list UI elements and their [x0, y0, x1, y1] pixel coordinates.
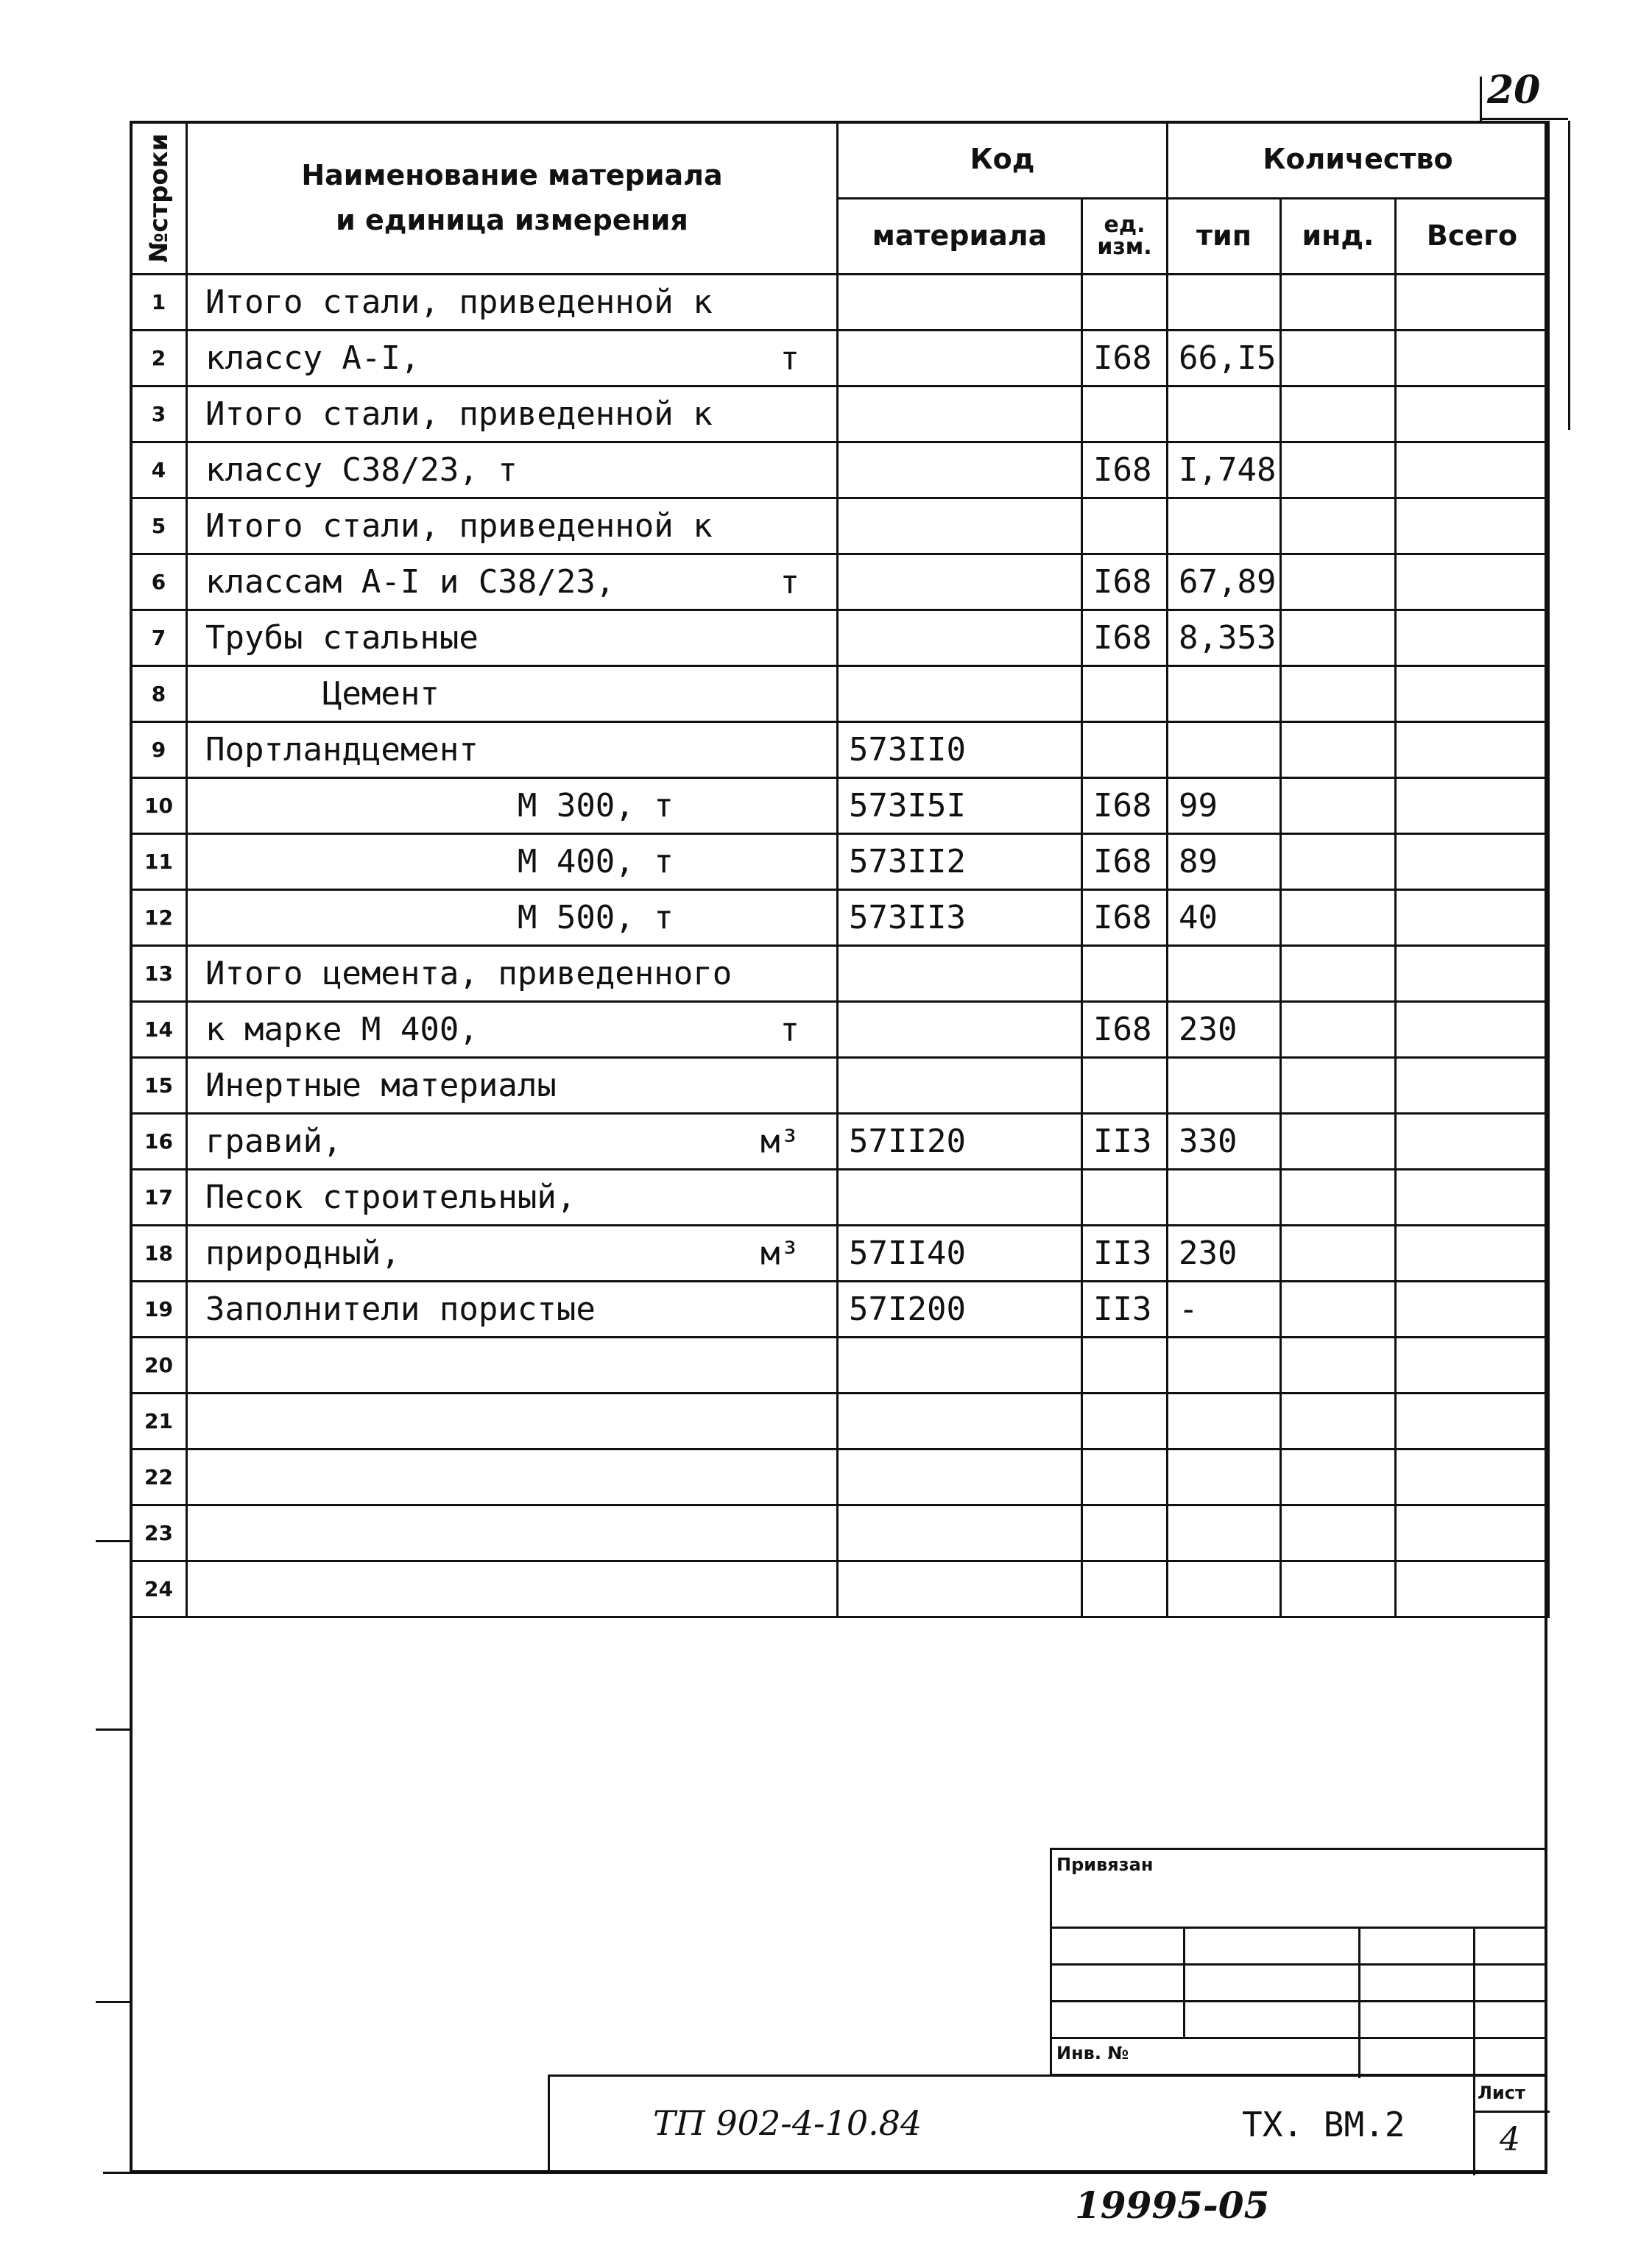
inv-no-label: Инв. № [1056, 2043, 1129, 2063]
material-name [187, 331, 838, 386]
page-number-underline [1480, 118, 1568, 120]
row-number: 24 [131, 1561, 187, 1617]
qty-total [1396, 890, 1549, 946]
material-name-text: М 300, т [205, 787, 674, 824]
unit-code: I68 [1082, 890, 1168, 946]
unit-code [1082, 1170, 1168, 1226]
row-number: 20 [131, 1338, 187, 1394]
material-name-text: М 500, т [205, 899, 674, 936]
header-ind: инд. [1281, 198, 1396, 275]
header-code: Код [838, 122, 1168, 199]
qty-type: 230 [1168, 1002, 1281, 1058]
table-row [131, 1449, 1549, 1505]
material-name [187, 1002, 838, 1058]
row-number: 14 [131, 1002, 187, 1058]
material-name [187, 946, 838, 1002]
section-code: ТХ. ВМ.2 [1242, 2105, 1405, 2144]
qty-total [1396, 834, 1549, 890]
row-number: 3 [131, 386, 187, 442]
material-code [838, 554, 1082, 610]
table-row [131, 778, 1549, 834]
qty-type [1168, 1170, 1281, 1226]
unit-code: I68 [1082, 331, 1168, 386]
qty-ind [1281, 275, 1396, 331]
qty-ind [1281, 1561, 1396, 1617]
row-number: 5 [131, 498, 187, 554]
unit-code [1082, 1449, 1168, 1505]
qty-ind [1281, 331, 1396, 386]
unit-code [1082, 1058, 1168, 1114]
margin-tick [96, 1540, 130, 1542]
material-name [187, 722, 838, 778]
qty-ind [1281, 834, 1396, 890]
qty-ind [1281, 1226, 1396, 1282]
material-name-text: М 400, т [205, 843, 674, 880]
material-name-text: Песок строительный, [205, 1179, 576, 1216]
qty-ind [1281, 442, 1396, 498]
qty-ind [1281, 722, 1396, 778]
qty-type [1168, 1505, 1281, 1561]
material-name [187, 890, 838, 946]
row-number: 15 [131, 1058, 187, 1114]
material-name-text: Цемент [205, 675, 440, 713]
material-name-text: природный, [205, 1235, 400, 1272]
material-name [187, 275, 838, 331]
material-code [838, 1561, 1082, 1617]
material-code [838, 1002, 1082, 1058]
row-number: 21 [131, 1394, 187, 1449]
material-code [838, 1058, 1082, 1114]
material-code [838, 666, 1082, 722]
material-name-text: Портландцемент [205, 731, 479, 769]
qty-ind [1281, 1058, 1396, 1114]
row-number: 19 [131, 1282, 187, 1338]
material-code: 57II40 [838, 1226, 1082, 1282]
qty-type: 89 [1168, 834, 1281, 890]
unit-code [1082, 498, 1168, 554]
qty-type [1168, 1338, 1281, 1394]
qty-ind [1281, 778, 1396, 834]
row-number: 10 [131, 778, 187, 834]
table-row [131, 1282, 1549, 1338]
material-code: 57II20 [838, 1114, 1082, 1170]
qty-ind [1281, 1170, 1396, 1226]
qty-total [1396, 554, 1549, 610]
qty-ind [1281, 946, 1396, 1002]
page-number-bracket [1480, 77, 1482, 121]
material-code [838, 275, 1082, 331]
material-code [838, 1449, 1082, 1505]
qty-total [1396, 1170, 1549, 1226]
material-unit: т [780, 563, 799, 601]
table-row [131, 442, 1549, 498]
unit-code [1082, 1338, 1168, 1394]
material-name-text: Инертные материалы [205, 1067, 557, 1104]
header-name: Наименование материала и единица измерения [187, 122, 838, 275]
qty-total [1396, 1449, 1549, 1505]
material-name [187, 610, 838, 666]
row-number: 17 [131, 1170, 187, 1226]
qty-type: 8,353 [1168, 610, 1281, 666]
stamp-line [1052, 2037, 1545, 2039]
row-number: 23 [131, 1505, 187, 1561]
unit-code [1082, 946, 1168, 1002]
material-name [187, 1226, 838, 1282]
table-body [131, 275, 1549, 1617]
qty-ind [1281, 1338, 1396, 1394]
table-row [131, 1561, 1549, 1617]
qty-total [1396, 275, 1549, 331]
unit-code [1082, 386, 1168, 442]
table-row [131, 722, 1549, 778]
qty-type: 67,89 [1168, 554, 1281, 610]
material-code [838, 1170, 1082, 1226]
binding-stamp [1050, 1848, 1547, 2076]
material-code [838, 946, 1082, 1002]
qty-total [1396, 1002, 1549, 1058]
sheet-cell-line [1473, 2111, 1550, 2113]
material-name-text: Итого стали, приведенной к [205, 395, 713, 433]
qty-type [1168, 1394, 1281, 1449]
qty-total [1396, 722, 1549, 778]
footer-number: 19995-05 [1075, 2183, 1270, 2227]
qty-total [1396, 1282, 1549, 1338]
sheet-label: Лист [1478, 2083, 1525, 2103]
material-name [187, 1058, 838, 1114]
stamp-line [1052, 1927, 1545, 1929]
qty-total [1396, 386, 1549, 442]
row-number: 9 [131, 722, 187, 778]
table-row [131, 1170, 1549, 1226]
qty-type: 330 [1168, 1114, 1281, 1170]
qty-total [1396, 1114, 1549, 1170]
qty-ind [1281, 610, 1396, 666]
qty-type: 230 [1168, 1226, 1281, 1282]
qty-total [1396, 1561, 1549, 1617]
table-row [131, 1338, 1549, 1394]
row-number: 11 [131, 834, 187, 890]
table-row [131, 1058, 1549, 1114]
qty-ind [1281, 1394, 1396, 1449]
qty-total [1396, 331, 1549, 386]
header-row-1 [131, 122, 1549, 199]
row-number: 16 [131, 1114, 187, 1170]
qty-ind [1281, 1282, 1396, 1338]
material-name-text: к марке М 400, [205, 1011, 479, 1048]
material-name [187, 1282, 838, 1338]
material-name [187, 498, 838, 554]
material-name [187, 554, 838, 610]
header-type: тип [1168, 198, 1281, 275]
material-name-text: Итого стали, приведенной к [205, 283, 713, 321]
qty-type: 66,I5 [1168, 331, 1281, 386]
material-code [838, 1394, 1082, 1449]
header-unit: ед. изм. [1082, 198, 1168, 275]
privyazan-label: Привязан [1056, 1854, 1154, 1875]
header-material: материала [838, 198, 1082, 275]
material-name [187, 666, 838, 722]
unit-code: II3 [1082, 1282, 1168, 1338]
material-code [838, 386, 1082, 442]
qty-type [1168, 1561, 1281, 1617]
material-name [187, 1394, 838, 1449]
table-row [131, 1505, 1549, 1561]
material-name-text: Заполнители пористые [205, 1290, 596, 1328]
qty-ind [1281, 386, 1396, 442]
header-quantity: Количество [1168, 122, 1549, 199]
table-row [131, 1002, 1549, 1058]
unit-code: II3 [1082, 1226, 1168, 1282]
material-name [187, 1505, 838, 1561]
material-code [838, 498, 1082, 554]
material-code [838, 442, 1082, 498]
qty-type: I,748 [1168, 442, 1281, 498]
bottom-line [103, 2172, 1547, 2174]
table-row [131, 386, 1549, 442]
material-name [187, 778, 838, 834]
material-name-text: гравий, [205, 1123, 342, 1160]
row-number: 2 [131, 331, 187, 386]
material-name-text: классам А-I и С38/23, [205, 563, 615, 601]
unit-code [1082, 1505, 1168, 1561]
material-name [187, 834, 838, 890]
margin-tick [96, 2001, 130, 2003]
material-name [187, 442, 838, 498]
qty-total [1396, 666, 1549, 722]
doc-code: ТП 902-4-10.84 [653, 2103, 922, 2143]
qty-ind [1281, 890, 1396, 946]
row-number: 22 [131, 1449, 187, 1505]
materials-table [130, 121, 1550, 1618]
material-unit: т [780, 1011, 799, 1048]
material-name [187, 1449, 838, 1505]
right-margin-line [1568, 121, 1570, 430]
material-code [838, 1505, 1082, 1561]
unit-code [1082, 275, 1168, 331]
stamp-line [1052, 2000, 1545, 2002]
header-row-no: №строки [131, 122, 187, 275]
material-name-text: Трубы стальные [205, 619, 479, 657]
stamp-vline [1473, 1927, 1475, 2078]
qty-type: 40 [1168, 890, 1281, 946]
row-number: 1 [131, 275, 187, 331]
material-code: 573II2 [838, 834, 1082, 890]
qty-ind [1281, 498, 1396, 554]
table-row [131, 1226, 1549, 1282]
row-number: 8 [131, 666, 187, 722]
material-code: 57I200 [838, 1282, 1082, 1338]
page-number: 20 [1487, 68, 1541, 113]
unit-code [1082, 722, 1168, 778]
margin-tick [96, 1728, 130, 1731]
unit-code: I68 [1082, 610, 1168, 666]
title-block [548, 2074, 1547, 2173]
stamp-vline [1358, 1927, 1360, 2078]
qty-total [1396, 1058, 1549, 1114]
stamp-vline [1183, 1927, 1185, 2037]
qty-total [1396, 946, 1549, 1002]
material-unit: м³ [760, 1235, 799, 1272]
material-code [838, 1338, 1082, 1394]
table-row [131, 275, 1549, 331]
material-name [187, 1114, 838, 1170]
qty-total [1396, 442, 1549, 498]
header-total: Всего [1396, 198, 1549, 275]
material-name [187, 1338, 838, 1394]
material-name-text: Итого цемента, приведенного [205, 955, 733, 992]
row-number: 12 [131, 890, 187, 946]
material-unit: м³ [760, 1123, 799, 1160]
unit-code [1082, 1561, 1168, 1617]
qty-type [1168, 1058, 1281, 1114]
row-number: 18 [131, 1226, 187, 1282]
unit-code: I68 [1082, 834, 1168, 890]
unit-code [1082, 666, 1168, 722]
material-name [187, 1561, 838, 1617]
qty-total [1396, 1505, 1549, 1561]
material-code: 573I5I [838, 778, 1082, 834]
unit-code: I68 [1082, 442, 1168, 498]
qty-total [1396, 610, 1549, 666]
row-number: 4 [131, 442, 187, 498]
table-row [131, 554, 1549, 610]
qty-type [1168, 498, 1281, 554]
table-row [131, 610, 1549, 666]
qty-total [1396, 778, 1549, 834]
unit-code: I68 [1082, 554, 1168, 610]
material-name-text: классу А-I, [205, 339, 420, 377]
table-row [131, 666, 1549, 722]
qty-ind [1281, 554, 1396, 610]
material-code: 573II3 [838, 890, 1082, 946]
table-row [131, 331, 1549, 386]
qty-total [1396, 498, 1549, 554]
qty-type: 99 [1168, 778, 1281, 834]
table-row [131, 1394, 1549, 1449]
sheet-number: 4 [1500, 2121, 1520, 2158]
material-name-text: Итого стали, приведенной к [205, 507, 713, 545]
material-code: 573II0 [838, 722, 1082, 778]
table-row [131, 1114, 1549, 1170]
unit-code: I68 [1082, 1002, 1168, 1058]
row-number: 13 [131, 946, 187, 1002]
qty-type [1168, 275, 1281, 331]
qty-ind [1281, 1449, 1396, 1505]
qty-ind [1281, 666, 1396, 722]
row-number: 6 [131, 554, 187, 610]
material-unit: т [780, 339, 799, 377]
qty-ind [1281, 1002, 1396, 1058]
unit-code: II3 [1082, 1114, 1168, 1170]
qty-type [1168, 946, 1281, 1002]
qty-total [1396, 1338, 1549, 1394]
material-name-text: классу С38/23, т [205, 451, 518, 489]
material-name [187, 386, 838, 442]
qty-type [1168, 722, 1281, 778]
qty-total [1396, 1394, 1549, 1449]
qty-type [1168, 386, 1281, 442]
unit-code: I68 [1082, 778, 1168, 834]
material-name [187, 1170, 838, 1226]
table-row [131, 498, 1549, 554]
table-row [131, 890, 1549, 946]
table-row [131, 946, 1549, 1002]
unit-code [1082, 1394, 1168, 1449]
material-code [838, 610, 1082, 666]
stamp-line [1052, 1963, 1545, 1966]
qty-type [1168, 666, 1281, 722]
material-code [838, 331, 1082, 386]
qty-ind [1281, 1505, 1396, 1561]
qty-total [1396, 1226, 1549, 1282]
qty-ind [1281, 1114, 1396, 1170]
row-number: 7 [131, 610, 187, 666]
qty-type [1168, 1449, 1281, 1505]
table-row [131, 834, 1549, 890]
qty-type: - [1168, 1282, 1281, 1338]
